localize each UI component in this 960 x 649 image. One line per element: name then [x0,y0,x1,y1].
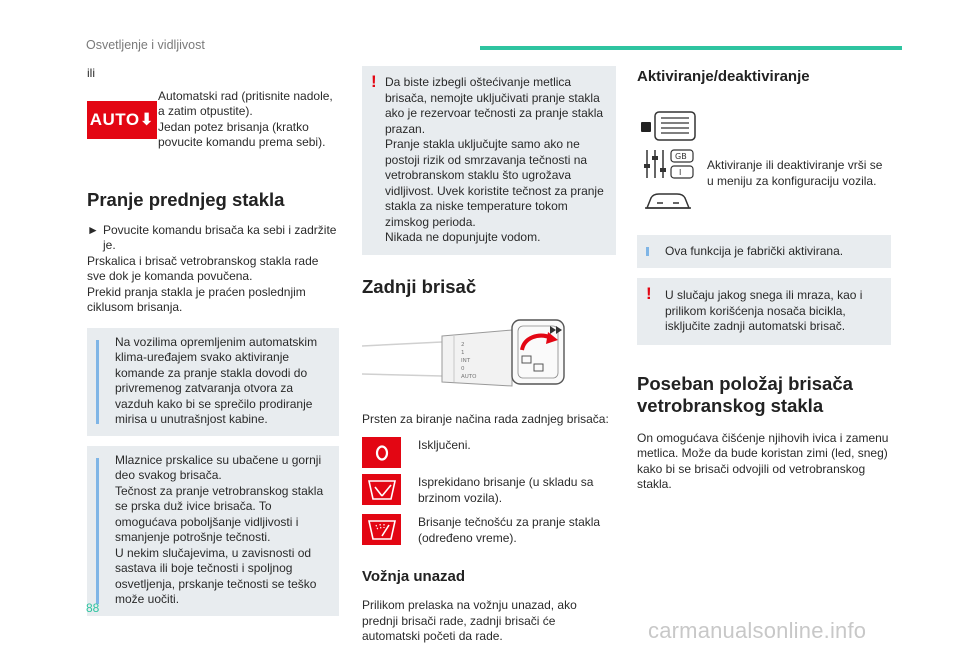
stalk-label-1: 1 [461,349,465,356]
auto-mode-text: Automatski rad (pritisnite nadole, a zatim otpustite). Jedan potez brisanja (kratko povucite komandu prema sebi). [158,88,333,149]
page-number: 88 [86,601,100,615]
warning-note-snow [637,278,891,345]
intro-text: ili [87,66,95,80]
info-note-factory [637,235,891,269]
warning-exclamation-icon: ! [371,72,377,91]
column-1 [87,66,339,616]
column-3 [637,66,891,493]
info-note-climate [87,328,339,436]
info-mark-icon [96,458,99,604]
warning-note-snow-text: U slučaju jakog snega ili mraza, kao i prilikom korišćenja nosača bicikla, isključite zadnji automatski brisač. [665,288,863,333]
watermark: carmanualsonline.info [648,618,867,643]
auto-down-icon [87,101,157,139]
mode-row-intermittent [362,474,616,506]
warning-note-wash-text: Da biste izbegli oštećivanje metlica brisača, nemojte uključivati pranje stakla ako je rezervoar tečnosti za pranje stakla prazan. Pranje stakla uključujte samo ako ne postoji rizik od smrzavanja tečnosti na vetrobranskom staklu što ugrožava vidljivost. Uvek koristite tečnost za pranje stakla za niske temperature tokom zimskog perioda. Nikada ne dopunjujte vodom. [385,75,604,244]
wiper-stalk-icon [362,316,616,392]
menu-label-i: I [679,168,682,177]
rear-wiper-stalk-illustration [362,316,616,392]
info-note-factory-text: Ova funkcija je fabrički aktivirana. [665,243,844,258]
header-accent-bar [480,46,902,50]
mode-text-wash: Brisanje tečnošću za pranje stakla (određeno vreme). [418,515,601,545]
rear-wash-wipe-icon [362,514,401,545]
special-position-text: On omogućava čišćenje njihovih ivica i zamenu metlica. Može da bude koristan zimi (led, sneg) kako bi se brisači odvojili od vetrobranskog stakla. [637,430,889,491]
stalk-label-int: INT [461,357,471,364]
bullet-arrow-icon: ► [87,222,99,237]
rear-wiper-intermittent-icon [362,474,401,505]
stalk-label-2: 2 [461,341,465,348]
auto-icon-label: AUTO⬇ [89,109,155,129]
info-mark-icon [96,340,99,424]
section-title-front-wash: Pranje prednjeg stakla [87,188,285,210]
activation-row [637,108,891,221]
menu-label-gb: GB [675,152,687,161]
info-note-nozzles [87,446,339,616]
reverse-text: Prilikom prelaska na vožnju unazad, ako prednji brisači rade, zadnji brisači će automatski početi da rade. [362,598,577,643]
bullet-item [87,223,339,254]
mode-row-off [362,437,616,468]
info-note-climate-text: Na vozilima opremljenim automatskim klima-uređajem svako aktiviranje komande za pranje stakla dovodi do privremenog zatvaranja otvora za vazduh kako bi se sprečilo prodiranje mirisa u unutrašnjost kabine. [115,334,318,426]
mode-row-wash [362,514,616,546]
activation-text: Aktiviranje ili deaktiviranje vrši se u meniju za konfiguraciju vozila. [707,158,883,188]
stalk-label-0: 0 [461,365,465,372]
rear-wiper-off-icon [362,437,401,468]
stalk-label-auto: AUTO [461,373,477,380]
mode-text-off: Isključeni. [418,438,471,452]
section-title-activation: Aktiviranje/deaktiviranje [637,68,810,85]
info-note-nozzles-text: Mlaznice prskalice su ubačene u gornji deo svakog brisača. Tečnost za pranje vetrobranskog stakla se prska duž ivice brisača. To omogućava poboljšanje vidljivosti i smanjenje potrošnje tečnosti. U nekim slučajevima, u zavisnosti od sastava ili boje tečnosti i spoljnog osvetljenja, prskanje tečnosti se teško može uočiti. [115,452,324,606]
warning-note-wash [362,66,616,255]
mode-text-intermittent: Isprekidano brisanje (u skladu sa brzinom vozila). [418,475,594,505]
info-mark-icon [646,247,649,257]
section-title-special-position: Poseban položaj brisača vetrobranskog stakla [637,372,853,416]
bullet-text: Povucite komandu brisača ka sebi i zadržite je. [103,222,337,252]
menu-config-icon [637,108,699,216]
section-title-reverse: Vožnja unazad [362,568,466,585]
ring-caption: Prsten za biranje načina rada zadnjeg brisača: [362,411,609,426]
auto-mode-row [87,89,339,151]
activation-icons [637,108,707,221]
section-title-rear-wiper: Zadnji brisač [362,275,477,297]
warning-exclamation-icon: ! [646,284,652,303]
column-2 [362,66,616,645]
header-title: Osvetljenje i vidljivost [86,38,205,52]
front-wash-body: Prskalica i brisač vetrobranskog stakla rade sve dok je komanda povučena. Prekid pranja stakla je praćen poslednjim ciklusom brisanja. [87,253,319,314]
